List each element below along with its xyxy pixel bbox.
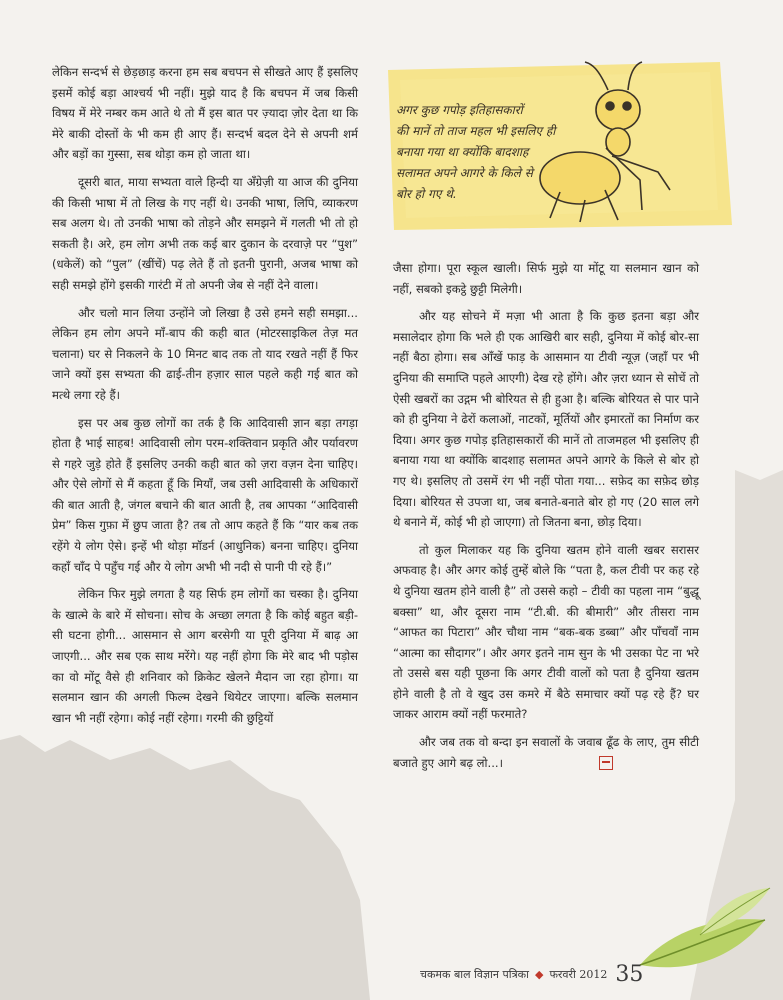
paragraph-closing <box>393 732 699 773</box>
issue-date: फरवरी 2012 <box>549 967 608 981</box>
callout-line: की मानें तो ताज महल भी इसलिए ही <box>396 124 556 138</box>
callout-line: सलामत अपने आगरे के किले से <box>396 166 533 180</box>
closing-text: और जब तक वो बन्दा इन सवालों के जवाब ढूँढ के लाए, तुम सीटी बजाते हुए आगे बढ़ लो...। <box>393 735 699 770</box>
left-text-column <box>52 62 358 735</box>
paragraph: और चलो मान लिया उन्होंने जो लिखा है उसे हमने सही समझा... लेकिन हम लोग अपने माँ-बाप की कही बात (मोटरसाइकिल तेज़ मत चलाना) घर से निकलने के 10 मिनट बाद तक तो याद रखते नहीं हैं फिर जाने क्यों इस सभ्यता की ढाई-तीन हज़ार साल पहले कही गई बात को मत्थे लगा रहे हैं। <box>52 305 358 402</box>
right-text-column <box>393 258 699 780</box>
magazine-name: चकमक बाल विज्ञान पत्रिका <box>420 967 529 981</box>
page-number: 35 <box>615 961 644 987</box>
callout-line: बोर हो गए थे. <box>396 187 457 201</box>
paragraph: इस पर अब कुछ लोगों का तर्क है कि आदिवासी ज्ञान बड़ा तगड़ा होता है भाई साहब! आदिवासी लोग परम-शक्तिवान प्रकृति और पर्यावरण से गहरे जुड़े होते हैं इसलिए उनकी कही बात को ज़रा वज़न देना चाहिए। और ऐसे लोगों से मैं कहता हूँ कि मियाँ, जब उसी आदिवासी के अधिकारों की बात आती है, जंगल बचाने की बात आती है, तब आपका “आदिवासी प्रेम” किस गुफ़ा में छुप जाता है? तब तो आप कहते हैं कि “यार कब तक रहेंगे ये लोग ऐसे। इन्हें भी थोड़ा मॉडर्न (आधुनिक) बनना चाहिए। दुनिया कहाँ चाँद पे पहुँच गई और ये लोग अभी भी नदी से पानी पी रहे हैं।” <box>52 415 358 574</box>
paragraph: जैसा होगा। पूरा स्कूल खाली। सिर्फ मुझे या मोंटू या सलमान खान को नहीं, सबको इकट्ठे छुट्टी मिलेगी। <box>393 261 699 296</box>
article-end-icon <box>599 756 613 770</box>
callout-line: अगर कुछ गपोड़ इतिहासकारों <box>396 103 523 117</box>
paragraph: दूसरी बात, माया सभ्यता वाले हिन्दी या अँग्रेज़ी या आज की दुनिया की किसी भाषा में तो लिख के गए नहीं थे। उनकी भाषा, लिपि, व्याकरण सब अलग थे। तो उनकी भाषा को तोड़ने और समझने में गलती भी तो हो सकती है। अरे, हम लोग अभी तक कई बार दुकान के दरवाज़े पर “पुश” (धकेलें) को “पुल” (खींचें) पढ़ लेते हैं तो इतनी पुरानी, अजब भाषा को सही समझे होंगे इसकी गारंटी में तो अपनी जेब से नहीं देने वाला। <box>52 174 358 292</box>
page-footer <box>420 959 750 989</box>
diamond-icon: ◆ <box>534 967 544 981</box>
paragraph: लेकिन फिर मुझे लगता है यह सिर्फ हम लोगों का चस्का है। दुनिया के खात्मे के बारे में सोचना। सोच के अच्छा लगता है कि कोई बहुत बड़ी-सी घटना होगी... आसमान से आग बरसेगी या पूरी दुनिया में बाढ़ आ जाएगी... और सब एक साथ मरेंगे। यह नहीं होगा कि मेरे बाद भी पड़ोस का वो मोंटू वैसे ही शनिवार को क्रिकेट खेलने मैदान जा रहा होगा। या सलमान खान की अगली फिल्म देखने थियेटर जाएगा। बल्कि सलमान खान भी नहीं रहेगा। कोई नहीं रहेगा। गरमी की छुट्टियों <box>52 587 358 725</box>
paragraph: लेकिन सन्दर्भ से छेड़छाड़ करना हम सब बचपन से सीखते आए हैं इसलिए इसमें कोई बड़ा आश्चर्य भी नहीं। मुझे याद है कि बचपन में जब किसी विषय में मेरे नम्बर कम आते थे तो मैं इस बात पर ज़्यादा ज़ोर देता था कि मेरे बाकी दोस्तों के भी कम ही आए हैं। सन्दर्भ बदल देने से अपनी शर्म और बड़ों का गुस्सा, सब थोड़ा कम हो जाता था। <box>52 65 358 162</box>
paragraph: और यह सोचने में मज़ा भी आता है कि कुछ इतना बड़ा और मसालेदार होगा कि भले ही एक आखिरी बार सही, दुनिया में कोई बोर-सा नहीं बैठा होगा। सब आँखें फाड़ के आसमान या टीवी न्यूज़ (जहाँ पर भी दुनिया की समाप्ति पहले आएगी) देख रहे होंगे। और ज़रा ध्यान से सोचें तो ऐसी खबरों का उद्गम भी बोरियत से ही हुआ है। बल्कि बोरियत से पार पाने को ही दुनिया ने ढेरों कलाओं, नाटकों, मूर्तियों और इमारतों का निर्माण कर दिया। अगर कुछ गपोड़ इतिहासकारों की मानें तो ताजमहल भी इसलिए ही बनाया गया था क्योंकि बादशाह सलामत अपने आगरे के किले से बोर हो गए थे। इसलिए तो उसमें रंग भी नहीं पोता गया... सफ़ेद का सफ़ेद छोड़ दिया। बोरियत से उपजा था, जब बनाते-बनाते बोर हो गए (20 साल लगे थे बनाने में, कोई भी हो जाएगा) तो जितना बना, छोड़ दिया। <box>393 309 699 530</box>
callout-line: बनाया गया था क्योंकि बादशाह <box>396 145 529 159</box>
paragraph: तो कुल मिलाकर यह कि दुनिया खतम होने वाली खबर सरासर अफवाह है। और अगर कोई तुम्हें बोले कि “पता है, कल टीवी पर कह रहे थे दुनिया खतम होने वाली है” तो उससे कहो – टीवी का पहला नाम “बुद्धू बक्सा” था, और दूसरा नाम “टी.बी. की बीमारी” और तीसरा नाम “आफत का पिटारा” और चौथा नाम “बक-बक डब्बा” और पाँचवाँ नाम “आत्मा का सौदागर”। और अगर इतने नाम सुन के भी उसका पेट ना भरे तो उससे बस यही पूछना कि अगर टीवी वालों को पता है दुनिया खतम होने वाली है तो वे खुद उस कमरे में बैठे समाचार क्यों पढ़ रहे हैं? घर जाकर आराम क्यों नहीं फरमाते? <box>393 542 699 722</box>
callout-quote <box>396 100 596 205</box>
